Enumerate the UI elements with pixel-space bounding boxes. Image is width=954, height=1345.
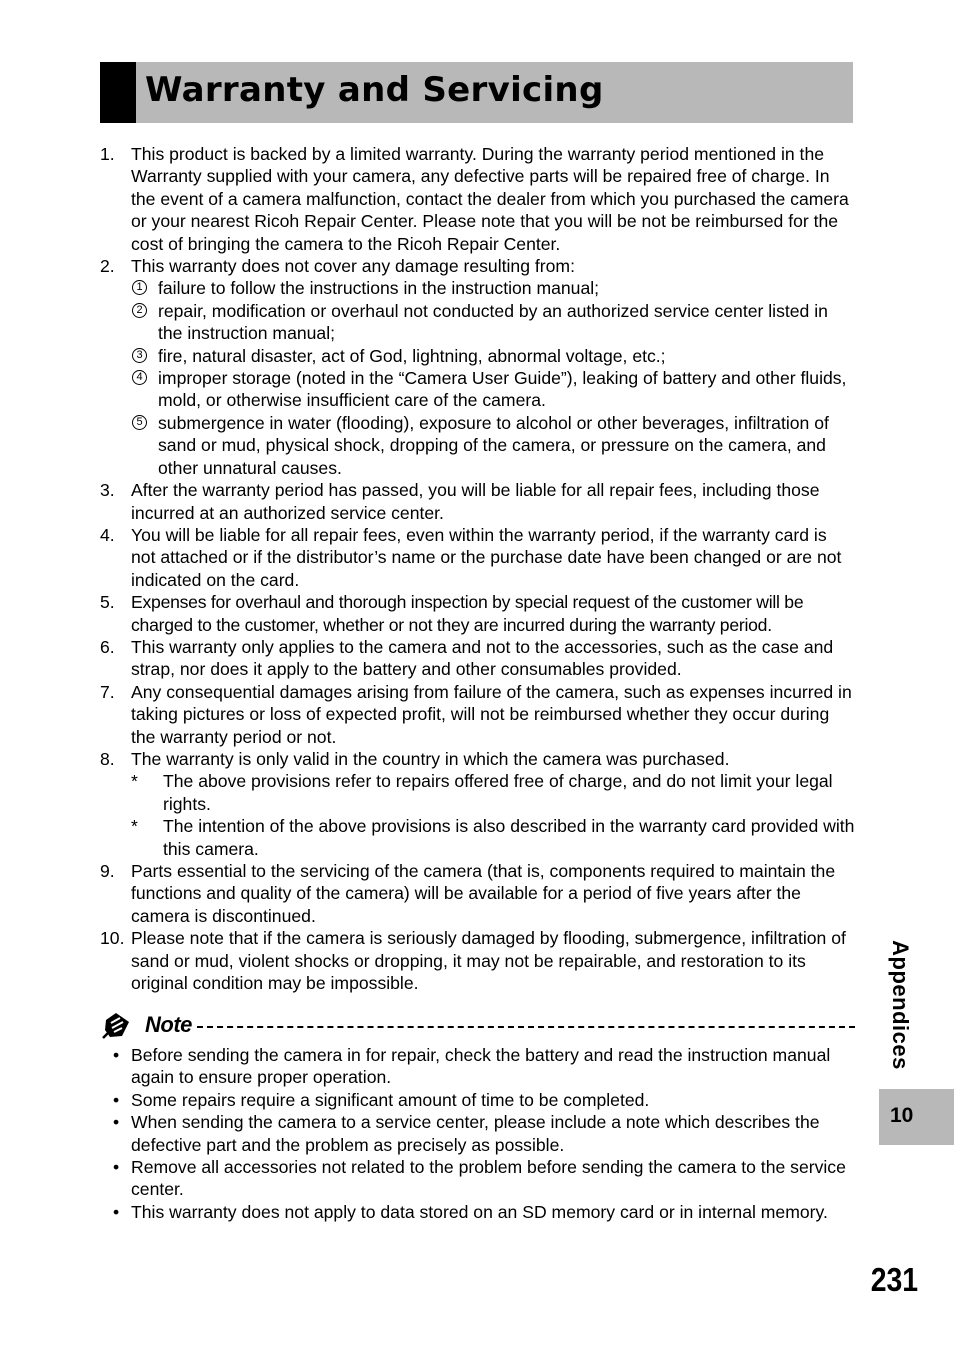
item-text: You will be liable for all repair fees, even within the warranty period, if the warranty card is not attached or if the distributor’s name or the purchase date have been changed or are not indicated on the card.	[131, 524, 842, 590]
item-number: 6.	[100, 636, 115, 657]
chapter-tab	[879, 1089, 954, 1145]
list-item	[100, 748, 855, 860]
item-number: 5.	[100, 592, 115, 613]
asterisk-note	[131, 770, 855, 815]
item-text: Please note that if the camera is seriously damaged by flooding, submergence, infiltration of sand or mud, violent shocks or dropping, it may not be repairable, and restoration to its original condition may be impossible.	[131, 928, 846, 994]
item-number: 4.	[100, 524, 115, 545]
note-text: Before sending the camera in for repair, check the battery and read the instruction manual again to ensure proper operation.	[131, 1045, 831, 1088]
bullet-mark: •	[113, 1045, 120, 1065]
page-number: 231	[870, 1261, 918, 1298]
item-text: This product is backed by a limited warranty. During the warranty period mentioned in the Warranty supplied with your camera, any defective parts will be repaired free of charge. In the event of a camera malfunction, contact the dealer from which you purchased the camera or your nearest Ricoh Repair Center. Please note that you will be not be reimbursed for the cost of bringing the camera to the Ricoh Repair Center.	[131, 144, 849, 254]
note-item	[100, 1201, 855, 1223]
item-number: 10.	[100, 928, 125, 949]
circled-number: 2	[132, 303, 147, 318]
list-item	[100, 636, 855, 681]
exclusion-text: failure to follow the instructions in the instruction manual;	[158, 278, 600, 299]
circled-number: 5	[132, 415, 147, 430]
exclusion-text: submergence in water (flooding), exposure to alcohol or other beverages, infiltration of sand or mud, physical shock, dropping of the camera, or pressure on the camera, and other unnatural causes.	[158, 412, 829, 478]
page-title: Warranty and Servicing	[145, 70, 604, 110]
circled-number: 3	[132, 348, 147, 363]
circled-number: 1	[132, 280, 147, 295]
chapter-number: 10	[890, 1104, 914, 1127]
note-text: Some repairs require a significant amount of time to be completed.	[131, 1089, 650, 1110]
asterisk-text: The intention of the above provisions is also described in the warranty card provided with this camera.	[163, 816, 855, 859]
section-side-label-text: Appendices	[888, 940, 913, 1070]
pencil-note-icon	[102, 1010, 132, 1040]
exclusion-text: fire, natural disaster, act of God, lightning, abnormal voltage, etc.;	[158, 345, 666, 366]
exclusion-item	[131, 367, 855, 412]
note-dashed-rule	[197, 1026, 855, 1028]
item-text: Expenses for overhaul and thorough inspection by special request of the customer will be charged to the customer, whether or not they are incurred during the warranty period.	[131, 592, 804, 635]
item-text: The warranty is only valid in the country in which the camera was purchased.	[131, 748, 730, 769]
section-side-label	[878, 930, 922, 1080]
bullet-mark: •	[113, 1112, 120, 1133]
bullet-mark: •	[113, 1089, 120, 1110]
exclusion-text: repair, modification or overhaul not conducted by an authorized service center listed in the instruction manual;	[158, 300, 828, 344]
note-text: This warranty does not apply to data stored on an SD memory card or in internal memory.	[131, 1201, 828, 1222]
note-label: Note	[145, 1012, 192, 1037]
item-number: 8.	[100, 748, 115, 769]
asterisk-text: The above provisions refer to repairs offered free of charge, and do not limit your legal rights.	[163, 771, 833, 814]
note-header	[100, 1010, 855, 1040]
exclusion-text: improper storage (noted in the “Camera User Guide”), leaking of battery and other fluids, mold, or otherwise insufficient care of the camera.	[158, 368, 847, 411]
exclusion-item	[131, 412, 855, 479]
item-number: 2.	[100, 256, 115, 277]
note-list	[100, 1044, 855, 1223]
item-text: This warranty does not cover any damage resulting from:	[131, 256, 575, 277]
list-item	[100, 591, 855, 636]
list-item	[100, 479, 855, 524]
list-item	[100, 927, 855, 994]
item-text: Parts essential to the servicing of the camera (that is, components required to maintain the functions and quality of the camera) will be available for a period of five years after the camera is discontinued.	[131, 861, 836, 926]
circled-number: 4	[132, 370, 147, 385]
exclusion-item	[131, 277, 855, 299]
asterisk-note	[131, 815, 855, 860]
item-number: 7.	[100, 681, 115, 702]
list-item	[100, 143, 855, 255]
list-item	[100, 524, 855, 591]
bullet-mark: •	[113, 1157, 120, 1178]
item-number: 1.	[100, 144, 115, 164]
note-item	[100, 1044, 855, 1089]
note-item	[100, 1111, 855, 1156]
list-item	[100, 681, 855, 748]
item-number: 3.	[100, 480, 115, 501]
item-text: After the warranty period has passed, you will be liable for all repair fees, including those incurred at an authorized service center.	[131, 480, 820, 523]
item-text: This warranty only applies to the camera and not to the accessories, such as the case and strap, nor does it apply to the battery and other consumables provided.	[131, 636, 834, 680]
warranty-list	[100, 143, 855, 994]
asterisk-mark: *	[131, 816, 138, 837]
item-text: Any consequential damages arising from failure of the camera, such as expenses incurred in taking pictures or loss of expected profit, will not be reimbursed whether they occur during the warranty period or not.	[131, 681, 852, 747]
list-item	[100, 860, 855, 927]
list-item	[100, 255, 855, 479]
asterisk-mark: *	[131, 771, 138, 792]
exclusion-item	[131, 300, 855, 345]
bullet-mark: •	[113, 1201, 120, 1222]
title-marker-block	[100, 62, 136, 123]
item-number: 9.	[100, 861, 115, 881]
exclusion-item	[131, 345, 855, 367]
note-item	[100, 1156, 855, 1201]
note-text: When sending the camera to a service center, please include a note which describes the defective part and the problem as precisely as possible.	[131, 1112, 820, 1155]
title-bar	[100, 62, 853, 123]
note-text: Remove all accessories not related to the problem before sending the camera to the service center.	[131, 1157, 846, 1200]
note-item	[100, 1089, 855, 1111]
